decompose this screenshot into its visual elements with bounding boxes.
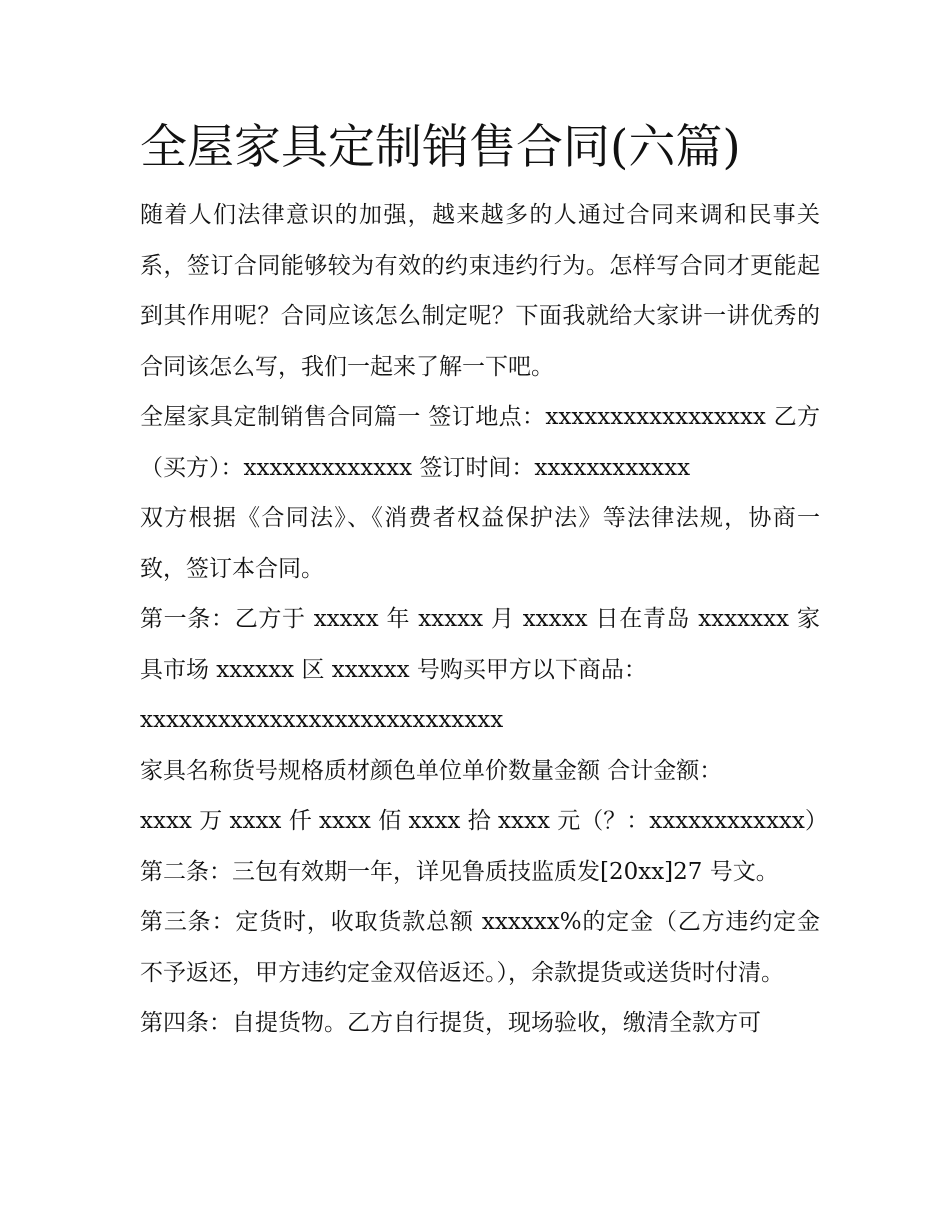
document-page	[140, 112, 828, 1049]
document-title: 全屋家具定制销售合同(六篇)	[140, 120, 741, 175]
paragraph-placeholder-line: xxxxxxxxxxxxxxxxxxxxxxxxxxxx	[140, 707, 504, 733]
paragraph-article-2: 第二条：三包有效期一年，详见鲁质技监质发[20xx]27 号文。	[140, 858, 779, 885]
paragraph-contract-header: 全屋家具定制销售合同篇一 签订地点：xxxxxxxxxxxxxxxxx 乙方（买方）：xxxxxxxxxxxxx 签订时间：xxxxxxxxxxxx	[140, 404, 820, 481]
paragraph-intro: 随着人们法律意识的加强，越来越多的人通过合同来调和民事关系，签订合同能够较为有效的约束违约行为。怎样写合同才更能起到其作用呢？合同应该怎么制定呢？下面我就给大家讲一讲优秀的合同该怎么写，我们一起来了解一下吧。	[140, 202, 820, 380]
paragraph-article-4: 第四条：自提货物。乙方自行提货，现场验收，缴清全款方可	[140, 1010, 761, 1036]
paragraph-total-amount: xxxx 万 xxxx 仟 xxxx 佰 xxxx 拾 xxxx 元（？：xxxxxxxxxxxx）	[140, 808, 828, 834]
paragraph-item-columns: 家具名称货号规格质材颜色单位单价数量金额 合计金额：	[140, 757, 723, 784]
paragraph-agreement: 双方根据《合同法》、《消费者权益保护法》等法律法规，协商一致，签订本合同。	[140, 505, 820, 582]
paragraph-article-1: 第一条：乙方于 xxxxx 年 xxxxx 月 xxxxx 日在青岛 xxxxxxx 家具市场 xxxxxx 区 xxxxxx 号购买甲方以下商品：	[140, 606, 820, 683]
paragraph-article-3: 第三条：定货时，收取货款总额 xxxxxx%的定金（乙方违约定金不予返还，甲方违约定金双倍返还。），余款提货或送货时付清。	[140, 909, 820, 986]
